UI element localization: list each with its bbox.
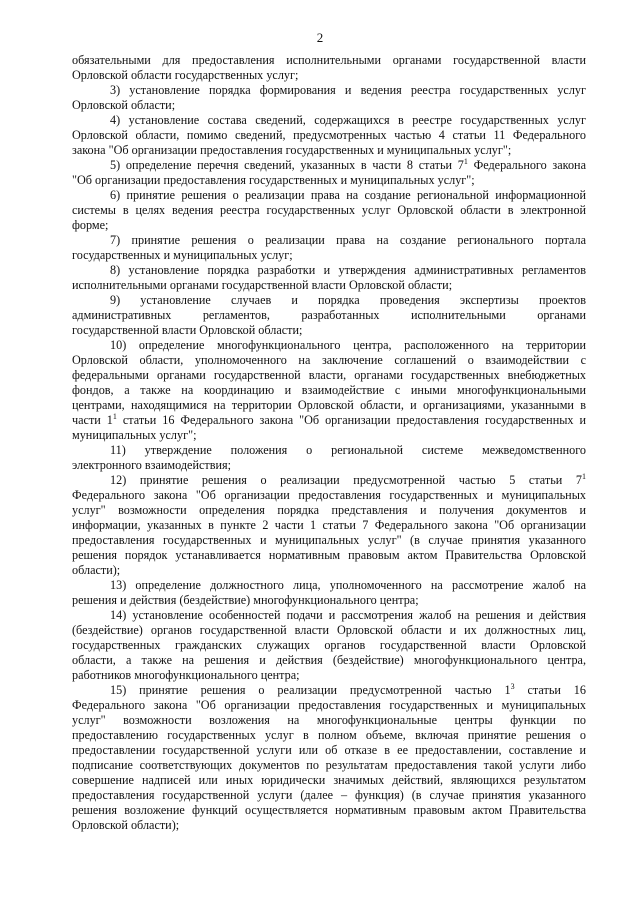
text-line: Федерального закона "Об организации предоставления государственных и муниципальных (72, 698, 586, 712)
text-line: 13) определение должностного лица, уполномоченного на рассмотрение жалоб на (110, 578, 586, 592)
text-line: решения порядок устанавливается нормативным правовым актом Правительства Орловской (72, 548, 586, 562)
text-line: 5) определение перечня сведений, указанных в части 8 статьи $7^1$ Федерального закона (110, 156, 586, 172)
text-line: фондов, а также на координацию и взаимодействие с иными многофункциональными (72, 383, 586, 397)
text-line: информации, указанных в пункте 2 части 1 статьи 7 Федерального закона "Об организации (72, 518, 586, 532)
text-line: Орловской области государственных услуг; (72, 68, 299, 82)
text-line: решения и действия (бездействие) многофункционального центра; (72, 593, 419, 607)
text-line: системы в целях ведения реестра государственных услуг Орловской области в электронной (72, 203, 586, 217)
text-line: 11) утверждение положения о региональной системе межведомственного (110, 443, 586, 457)
text-line: услуг" возможности возложения на многофункциональные центры функции по (72, 713, 586, 727)
text-line: центрами, находящимися на территории Орловской области, и организациями, указанными в (72, 398, 586, 412)
text-line: Орловской области, помимо сведений, предусмотренных частью 4 статьи 11 Федерального (72, 128, 586, 142)
text-line: 6) принятие решения о реализации права на создание региональной информационной (110, 188, 586, 202)
text-line: Орловской области); (72, 818, 180, 832)
text-line: предоставления государственных и муниципальных услуг" (в случае принятия указанного (72, 533, 586, 547)
text-line: подписание соответствующих документов по результатам предоставления такой услуги либо (72, 758, 586, 772)
document-body (72, 53, 586, 833)
text-line: федеральными органами государственной власти, органами государственных внебюджетных (72, 368, 586, 382)
text-line: 14) установление особенностей подачи и рассмотрения жалоб на решения и действия (110, 608, 586, 622)
text-line: решения возложение функций осуществляется нормативным правовым актом Правительства (72, 803, 586, 817)
text-line: предоставлению государственных услуг в полном объеме, включая принятие решения о (72, 728, 586, 742)
text-line: 9) установление случаев и порядка проведения экспертизы проектов (110, 293, 586, 307)
text-line: закона "Об организации предоставления государственных и муниципальных услуг"; (72, 143, 512, 157)
text-line: электронного взаимодействия; (72, 458, 231, 472)
text-line: 10) определение многофункционального центра, расположенного на территории (110, 338, 586, 352)
text-line: (бездействие) органов государственной власти Орловской области и их должностных лиц, (72, 623, 586, 637)
text-line: части $1^1$ статьи 16 Федерального закона "Об организации предоставления государственных и (72, 411, 587, 427)
text-line: Орловской области; (72, 98, 176, 112)
text-line: 7) принятие решения о реализации права на создание регионального портала (110, 233, 586, 247)
text-line: 12) принятие решения о реализации предусмотренной частью 5 статьи $7^1$ (110, 471, 586, 487)
text-line: 8) установление порядка разработки и утверждения административных регламентов (110, 263, 586, 277)
text-line: предоставлении государственной услуги или об отказе в ее предоставлении, составление и (72, 743, 586, 757)
text-line: 3) установление порядка формирования и ведения реестра государственных услуг (110, 83, 586, 97)
text-line: работников многофункционального центра; (72, 668, 300, 682)
text-line: Федерального закона "Об организации предоставления государственных и муниципальных (72, 488, 586, 502)
text-line: административных регламентов, разработанных исполнительными органами (72, 308, 586, 322)
text-line: государственных гражданских служащих органов государственной власти Орловской (72, 638, 586, 652)
text-line: предоставления государственной услуги (далее – функция) (в случае принятия указанного (72, 788, 586, 802)
text-line: "Об организации предоставления государственных и муниципальных услуг"; (72, 173, 475, 187)
text-line: совершение надписей или иных юридически значимых действий, являющихся результатом (72, 773, 586, 787)
page-number: 2 (316, 30, 324, 45)
text-line: муниципальных услуг"; (72, 428, 197, 442)
text-line: 4) установление состава сведений, содержащихся в реестре государственных услуг (110, 113, 586, 127)
text-line: государственной власти Орловской области; (72, 323, 303, 337)
text-line: обязательными для предоставления исполнительными органами государственной власти (72, 53, 586, 67)
text-line: государственных и муниципальных услуг; (72, 248, 293, 262)
text-line: области); (72, 563, 121, 577)
text-line: области, а также на решения и действия (бездействие) многофункционального центра, (72, 653, 586, 667)
text-line: форме; (72, 218, 109, 232)
text-line: Орловской области, уполномоченного на заключение соглашений о взаимодействии с (72, 353, 586, 367)
text-line: услуг" возможности определения порядка представления и получения документов и (72, 503, 586, 517)
text-line: исполнительными органами государственной власти Орловской области; (72, 278, 453, 292)
text-line: 15) принятие решения о реализации предусмотренной частью $1^3$ статьи 16 (110, 681, 586, 697)
